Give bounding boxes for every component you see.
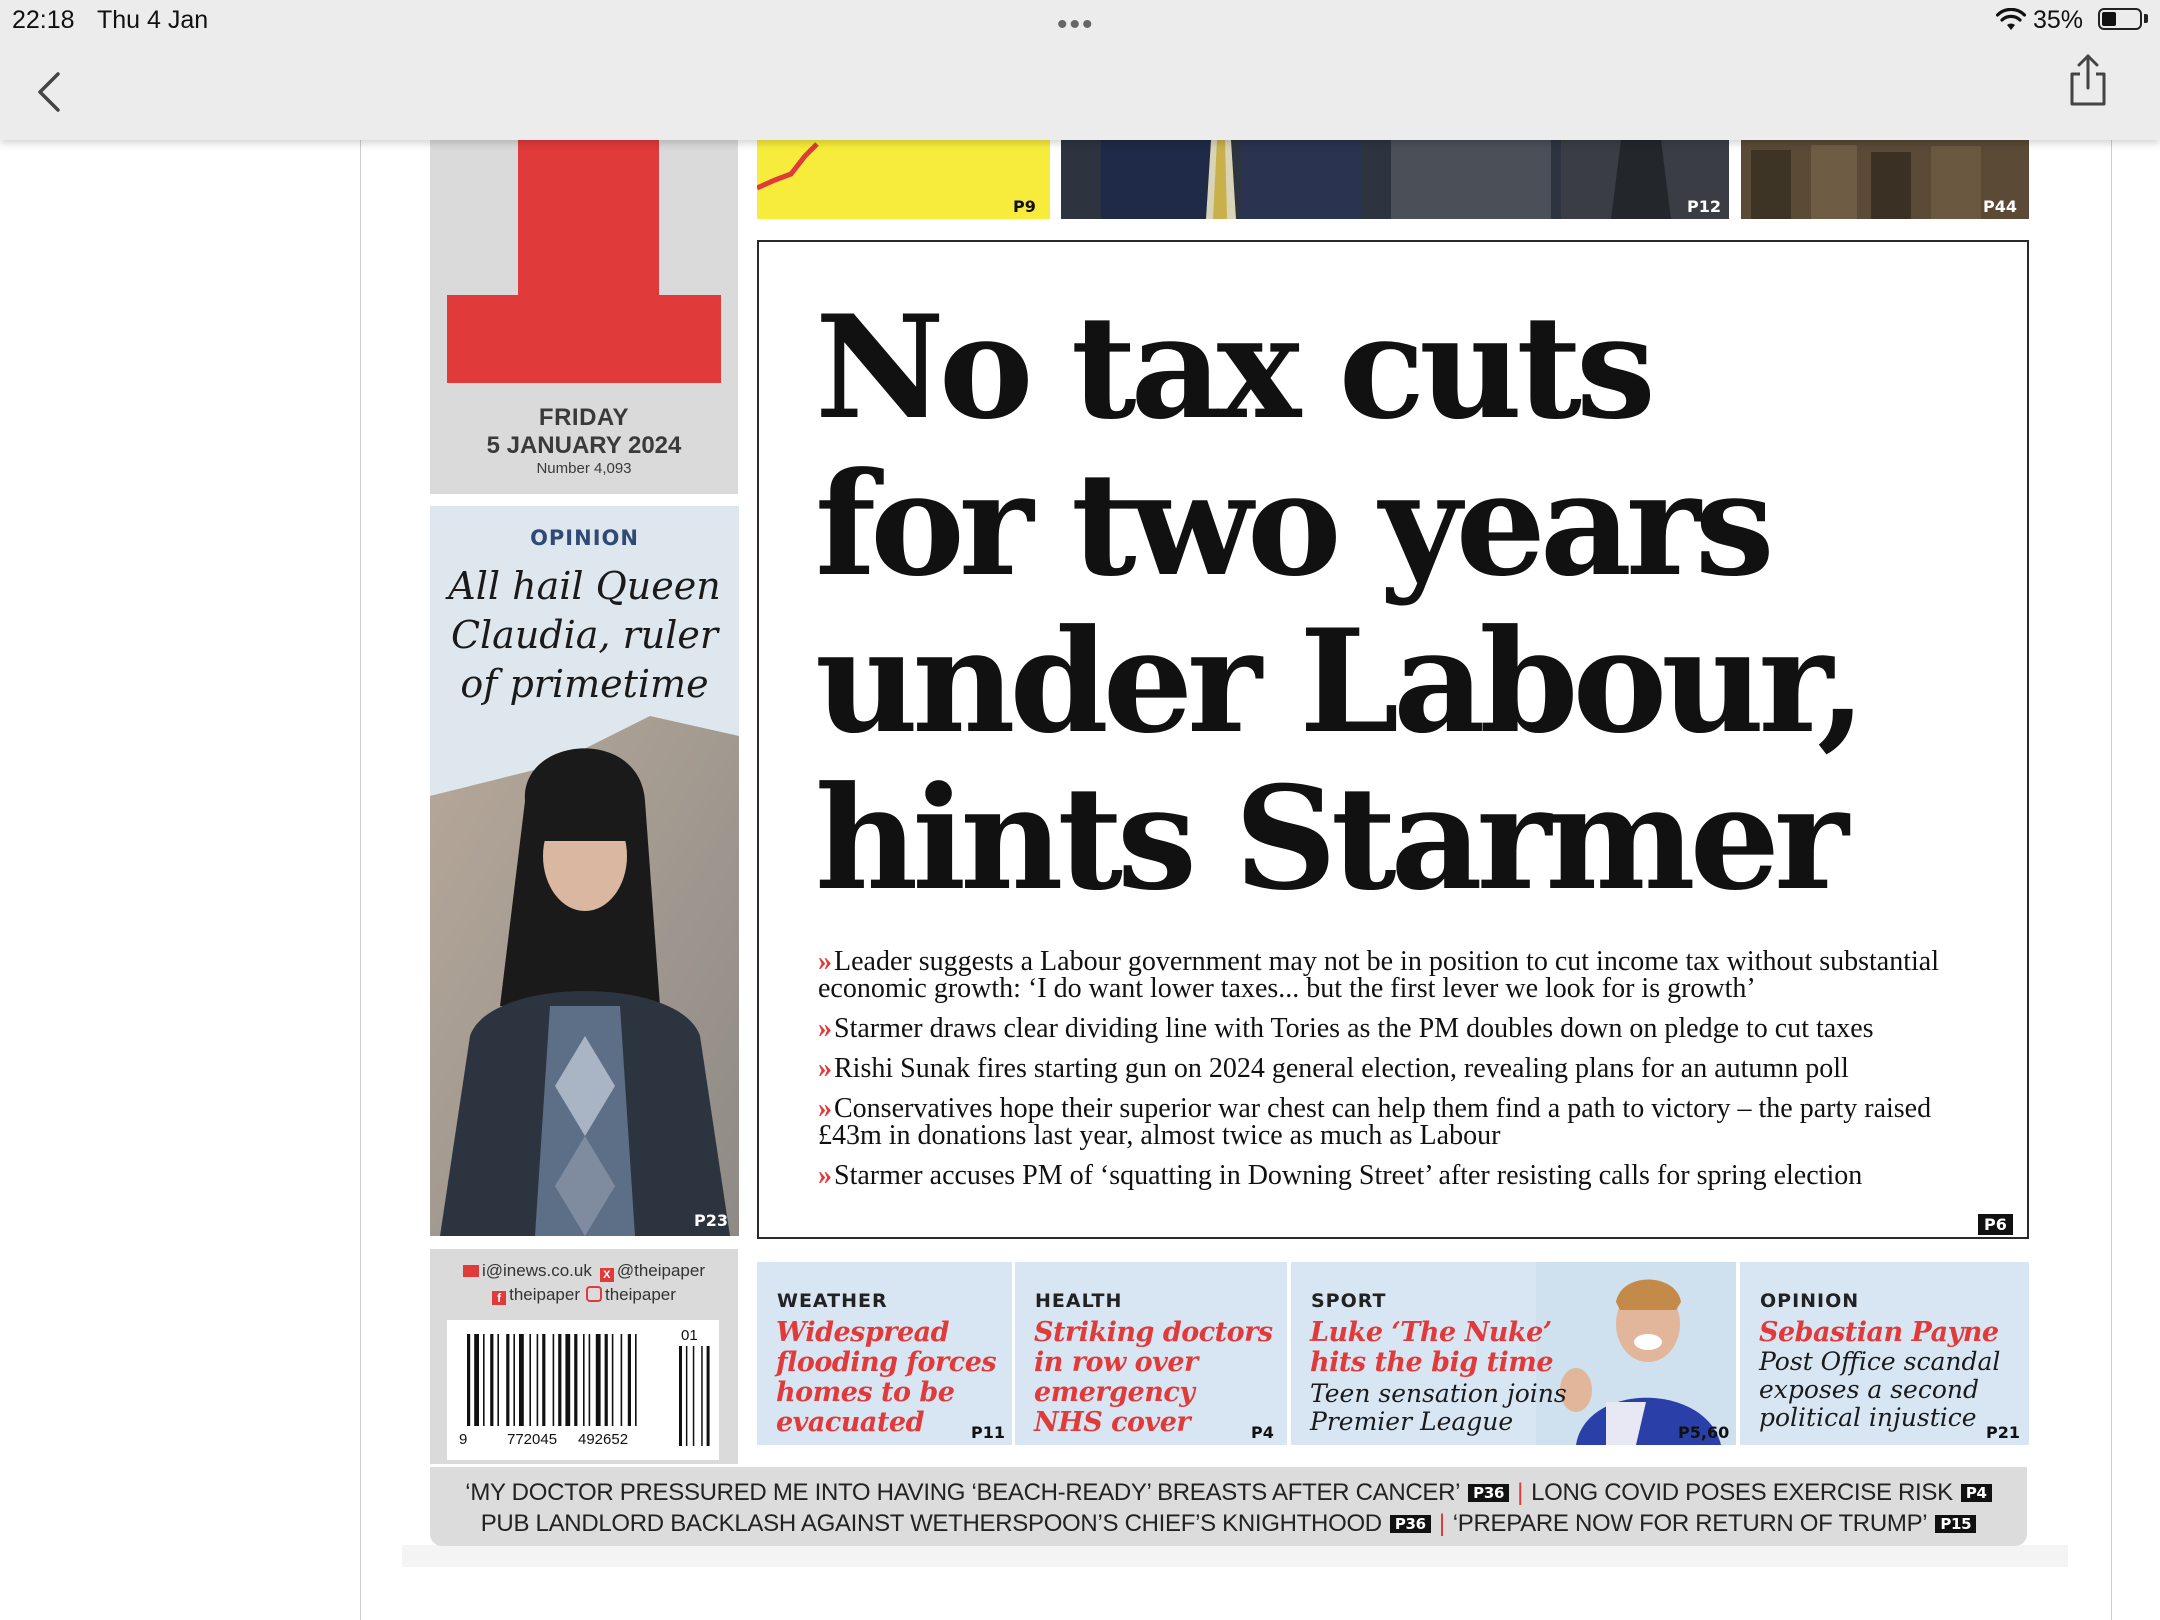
footer-page: P15: [1935, 1515, 1976, 1533]
barcode-issue: 01: [681, 1327, 698, 1344]
card-sport[interactable]: [1291, 1262, 1736, 1445]
card-label: WEATHER: [777, 1290, 888, 1312]
story-bullet: »Starmer accuses PM of ‘squatting in Downing Street’ after resisting calls for spring election: [818, 1160, 1863, 1191]
story-bullet: »Rishi Sunak fires starting gun on 2024 general election, revealing plans for an autumn poll: [818, 1053, 1849, 1084]
barcode-digit: 9: [459, 1431, 468, 1448]
page-shadow: [402, 1545, 2068, 1567]
card-headline: Striking doctors in row over emergency NHS cover: [1034, 1317, 1273, 1438]
opinion-label: OPINION: [530, 526, 639, 550]
footer-teaser[interactable]: PUB LANDLORD BACKLASH AGAINST WETHERSPOON’S CHIEF’S KNIGHTHOOD: [480, 1510, 1382, 1537]
headline-line: for two years: [815, 442, 1769, 608]
multitasking-dots[interactable]: •••: [1057, 8, 1095, 41]
footer-separator: |: [1517, 1479, 1524, 1506]
card-label: OPINION: [1760, 1290, 1860, 1312]
status-date: Thu 4 Jan: [97, 6, 209, 34]
opinion-headline-line: Claudia, ruler: [450, 613, 719, 657]
back-chevron-icon[interactable]: [30, 70, 70, 114]
contact-facebook[interactable]: theipaper: [509, 1285, 580, 1304]
card-label: SPORT: [1311, 1290, 1387, 1312]
teaser-page: P12: [1687, 197, 1721, 216]
opinion-page: P23: [694, 1211, 728, 1230]
teaser-page: P44: [1983, 197, 2017, 216]
status-time: 22:18: [12, 6, 75, 34]
date-day: FRIDAY: [538, 404, 630, 431]
footer-teaser[interactable]: ‘MY DOCTOR PRESSURED ME INTO HAVING ‘BEACH-READY’ BREASTS AFTER CANCER’: [465, 1479, 1461, 1506]
card-health[interactable]: [1015, 1262, 1287, 1445]
card-subhead: Teen sensation joins Premier League: [1310, 1379, 1567, 1436]
date-full: 5 JANUARY 2024: [486, 432, 682, 459]
card-page: P21: [1986, 1423, 2020, 1442]
story-bullet: »Starmer draws clear dividing line with Tories as the PM doubles down on pledge to cut taxes: [818, 1013, 1874, 1044]
x-logo-icon: X: [600, 1268, 614, 1282]
teaser-soldiers[interactable]: [1741, 140, 2029, 219]
footer-line-2: [430, 1510, 2027, 1538]
browser-toolbar: [0, 0, 2160, 140]
columnist-photo: [430, 706, 739, 1236]
card-headline: Luke ‘The Nuke’ hits the big time: [1310, 1317, 1554, 1378]
footer-teaser[interactable]: ‘PREPARE NOW FOR RETURN OF TRUMP’: [1452, 1510, 1928, 1537]
card-page: P5,60: [1678, 1423, 1730, 1442]
facebook-icon: f: [492, 1291, 506, 1305]
card-weather[interactable]: [757, 1262, 1012, 1445]
issue-number: Number 4,093: [536, 460, 632, 477]
headline-line: No tax cuts: [815, 285, 1650, 451]
card-headline: Sebastian Payne: [1759, 1317, 1999, 1348]
contact-instagram[interactable]: theipaper: [605, 1285, 676, 1304]
barcode-left-group: 772045: [507, 1431, 558, 1448]
card-subhead: Post Office scandal exposes a second political injustice: [1759, 1347, 2001, 1432]
i-logo: [518, 140, 659, 295]
card-label: HEALTH: [1035, 1290, 1123, 1312]
dateline: [430, 404, 738, 478]
footer-line-1: [430, 1479, 2027, 1507]
headline-line: hints Starmer: [815, 756, 1843, 922]
opinion-column[interactable]: [430, 506, 739, 1236]
card-headline: Widespread flooding forces homes to be evacuated: [776, 1317, 997, 1438]
battery-percent: 35%: [2033, 6, 2084, 34]
card-page: P11: [971, 1423, 1005, 1442]
footer-separator: |: [1438, 1510, 1445, 1537]
card-opinion[interactable]: [1740, 1262, 2029, 1445]
footer-page: P36: [1390, 1515, 1431, 1533]
instagram-icon: [586, 1286, 602, 1302]
mail-icon: [463, 1265, 479, 1277]
barcode: [447, 1320, 719, 1460]
footer-page: P36: [1468, 1484, 1509, 1502]
barcode-bars: [447, 1320, 719, 1460]
i-logo-base: [447, 295, 721, 383]
contact-x[interactable]: @theipaper: [616, 1261, 705, 1280]
battery-tip: [2144, 14, 2148, 23]
story-bullet: »Leader suggests a Labour government may not be in position to cut income tax without substantial economic growth: ‘I do want lower taxes... but the first lever we look for is growth’: [818, 946, 1939, 1004]
story-bullet: »Conservatives hope their superior war chest can help them find a path to victory – the party raised £43m in donations last year, almost twice as much as Labour: [818, 1093, 1932, 1151]
lead-story-page: P6: [1978, 1214, 2013, 1235]
contact-line-1: [430, 1261, 738, 1282]
barcode-right-group: 492652: [578, 1431, 629, 1448]
wifi-icon: [1996, 8, 2026, 32]
footer-teaser[interactable]: LONG COVID POSES EXERCISE RISK: [1531, 1479, 1953, 1506]
card-page: P4: [1251, 1423, 1274, 1442]
teaser-politicians[interactable]: [1061, 140, 1729, 219]
story-bullets: [818, 948, 1998, 1202]
footer-page: P4: [1961, 1484, 1992, 1502]
lead-headline: [815, 285, 2015, 922]
teaser-page: P9: [1013, 197, 1036, 216]
contact-email[interactable]: i@inews.co.uk: [481, 1261, 592, 1280]
contact-line-2: [430, 1285, 738, 1305]
battery-icon: [2098, 8, 2142, 30]
footer-teasers: [430, 1467, 2027, 1546]
opinion-headline-line: All hail Queen: [448, 564, 721, 608]
headline-line: under Labour,: [815, 599, 1861, 765]
teaser-chart[interactable]: [757, 140, 1050, 219]
opinion-headline-line: of primetime: [460, 662, 709, 706]
opinion-headline: [430, 562, 739, 709]
share-icon[interactable]: [2066, 52, 2110, 108]
